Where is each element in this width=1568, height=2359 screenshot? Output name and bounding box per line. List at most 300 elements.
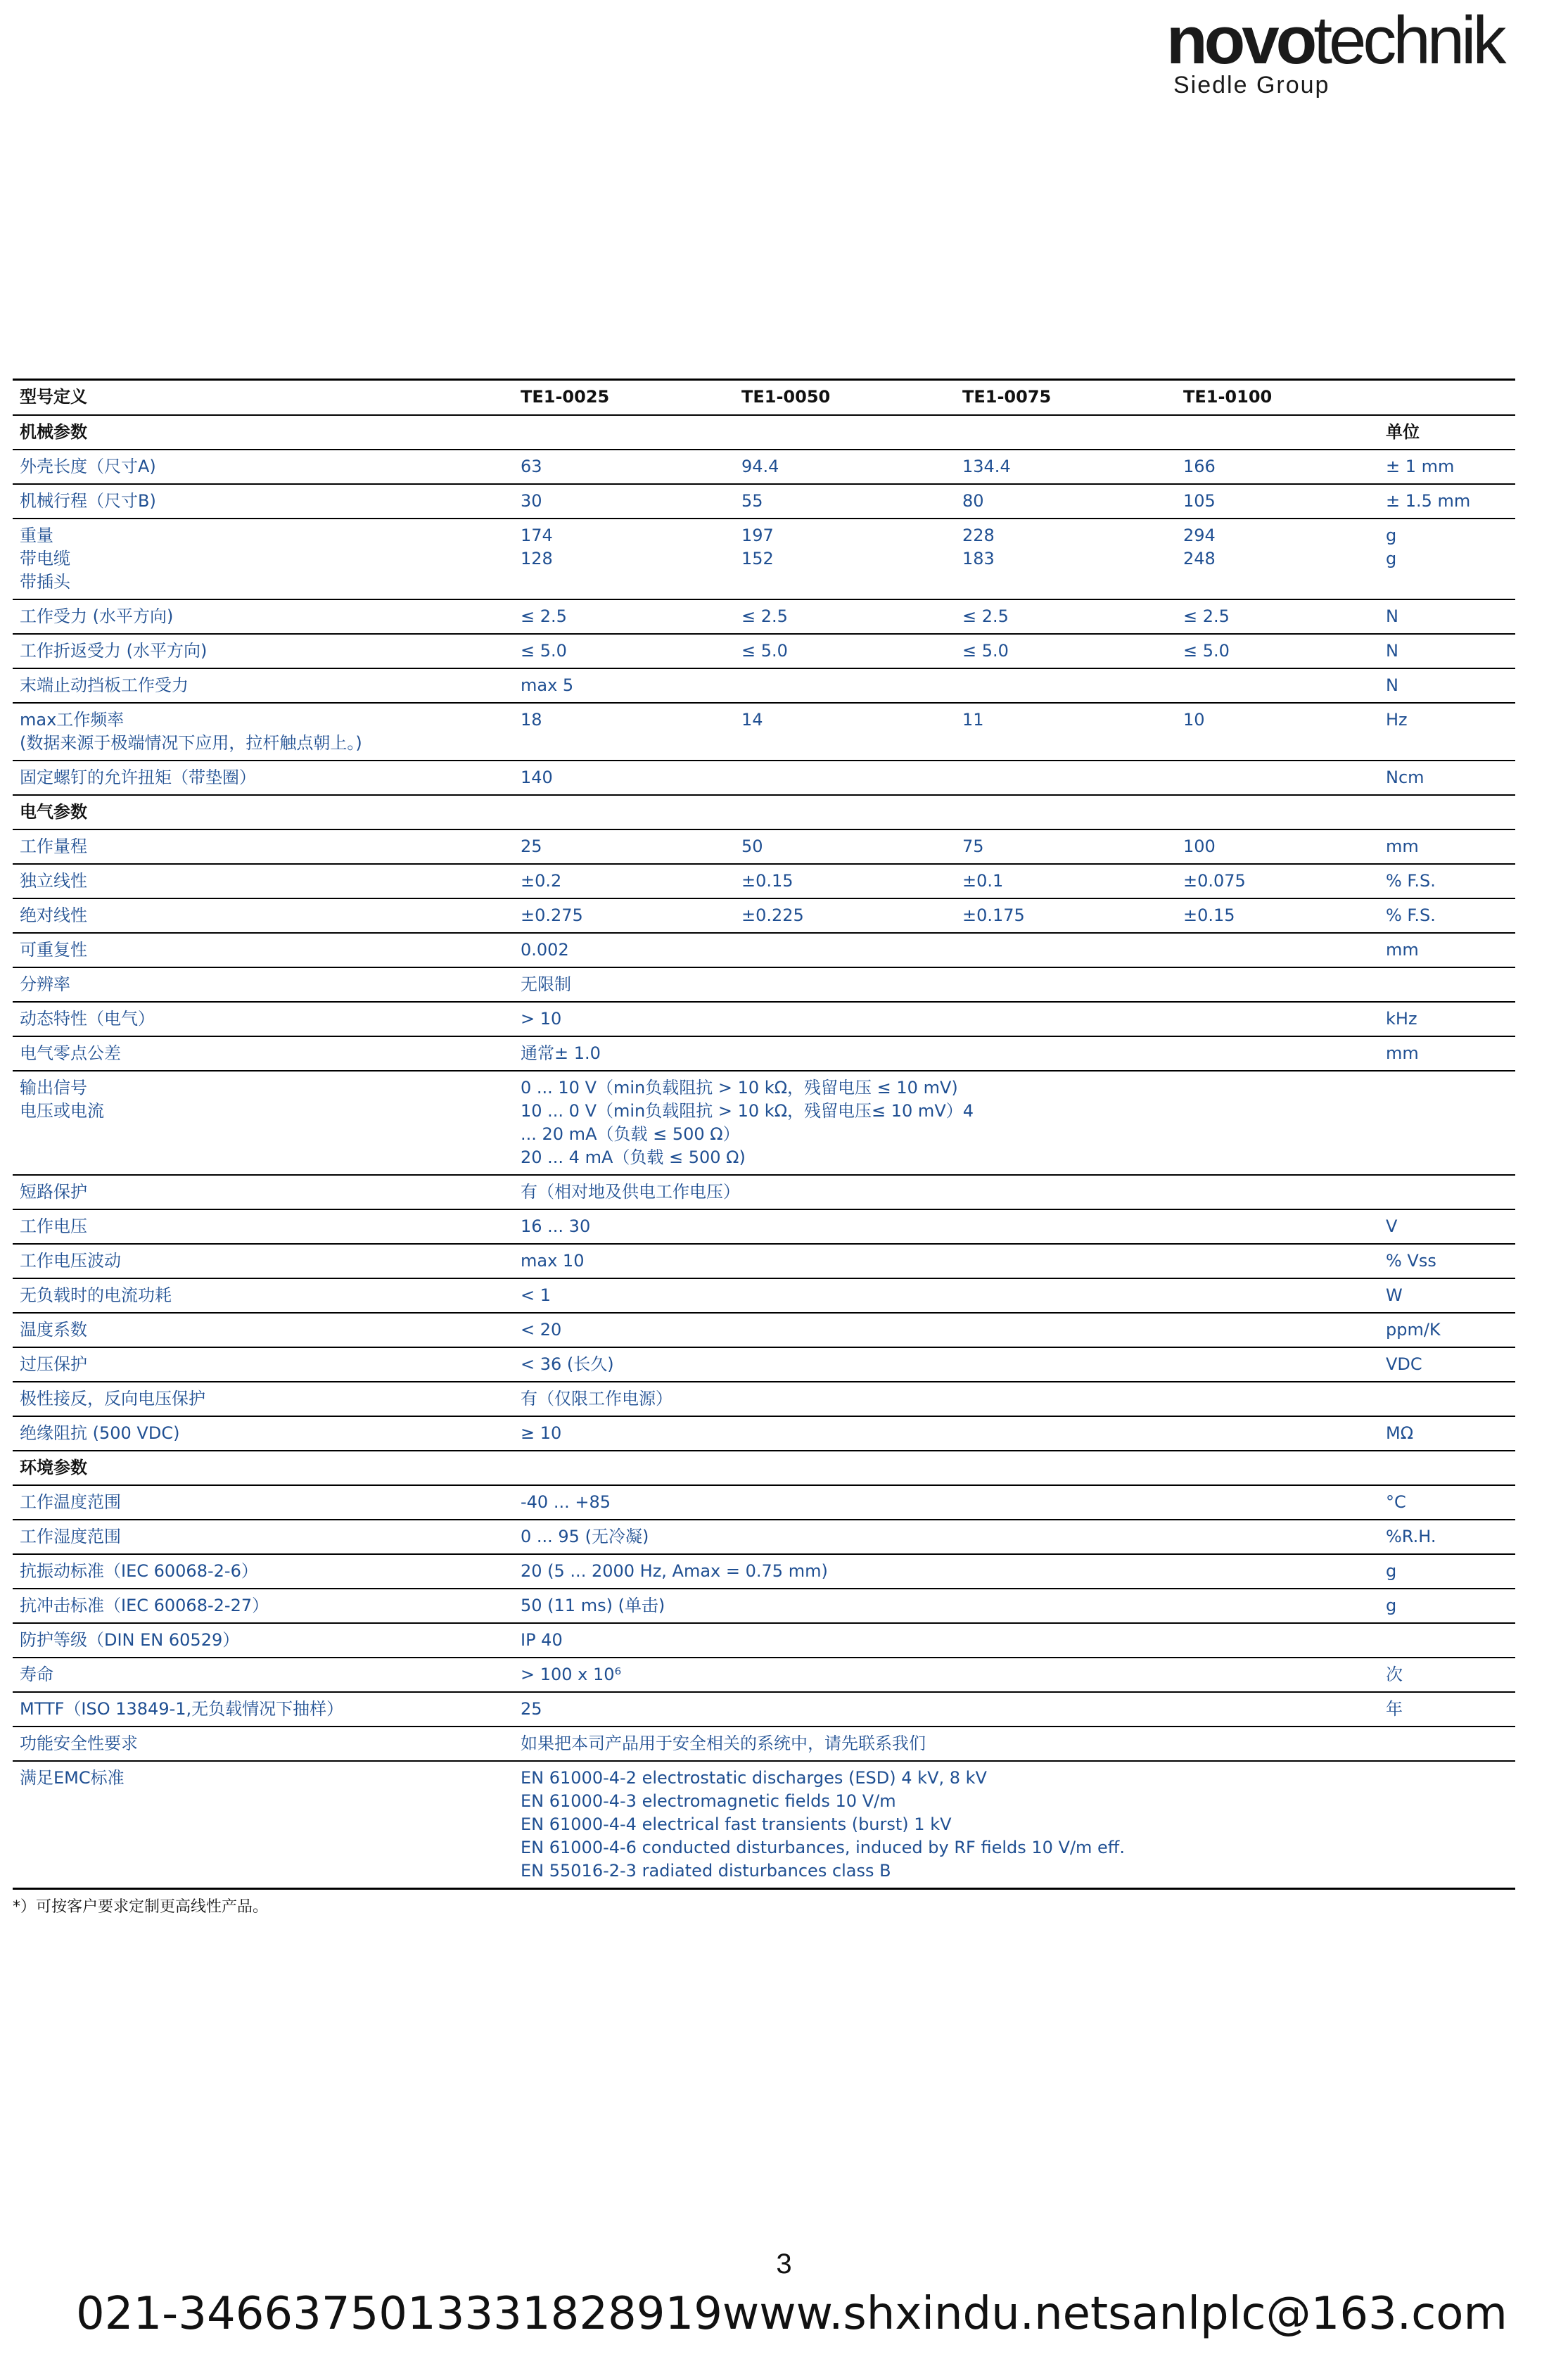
row-value-1-line: 30 [521,491,542,511]
row-value-1-line: 128 [521,549,553,568]
row-label [13,484,514,519]
specification-table [13,379,1515,1890]
row-label-line: 末端止动挡板工作受力 [20,675,189,695]
row-value-2 [734,634,955,668]
row-unit-line: W [1386,1285,1403,1305]
row-value-2 [734,1692,955,1727]
row-value-4 [1176,1175,1379,1209]
row-value-1-line: < 20 [521,1320,562,1340]
row-unit-line: 单位 [1386,422,1420,442]
row-unit [1379,1623,1515,1658]
row-value-4-line: 166 [1183,457,1216,476]
row-value-2 [734,1209,955,1244]
header-label: 型号定义 [13,380,514,416]
row-label-line: 无负载时的电流功耗 [20,1285,172,1305]
row-value-4 [1176,1002,1379,1036]
row-value-3 [955,1727,1176,1761]
row-value-4 [1176,1485,1379,1520]
row-value-1-line: ≤ 2.5 [521,606,567,626]
table-row [13,1278,1515,1313]
table-row [13,1761,1515,1889]
table-row [13,761,1515,795]
row-value-1 [514,898,734,933]
row-value-1 [514,967,734,1002]
row-unit-line: ± 1 mm [1386,457,1455,476]
row-unit-line: kHz [1386,1009,1417,1029]
header-model-4: TE1-0100 [1176,380,1379,416]
row-value-1-line: IP 40 [521,1630,563,1650]
row-unit [1379,1692,1515,1727]
row-label-line: 电气参数 [20,802,87,822]
row-value-4 [1176,634,1379,668]
row-value-4 [1176,1451,1379,1485]
row-value-1-line: 0 ... 10 V（min负载阻抗 > 10 kΩ，残留电压 ≤ 10 mV) [521,1078,958,1098]
row-label [13,450,514,484]
row-unit-line: g [1386,549,1397,568]
row-label-line: 机械行程（尺寸B) [20,491,156,511]
row-label-line: 过压保护 [20,1354,87,1374]
row-value-1-line: 0 ... 95 (无冷凝) [521,1527,649,1546]
row-value-1 [514,415,734,450]
row-value-1-line: 174 [521,526,553,545]
row-label-line: 绝缘阻抗 (500 VDC) [20,1423,180,1443]
row-value-2 [734,1278,955,1313]
row-label-line: 动态特性（电气） [20,1009,155,1029]
row-label-line: 工作量程 [20,837,87,856]
row-value-4 [1176,1313,1379,1347]
row-value-1 [514,1347,734,1382]
row-value-3-line: 228 [962,526,995,545]
row-value-3 [955,1451,1176,1485]
row-value-3-line: 11 [962,710,984,730]
row-value-2 [734,1485,955,1520]
contact-email[interactable]: sanlplc@163.com [1108,2288,1508,2340]
row-value-1-line: > 100 x 10⁶ [521,1665,622,1684]
logo-subtitle: Siedle Group [1173,72,1330,98]
row-label [13,1278,514,1313]
row-unit [1379,1347,1515,1382]
row-value-2 [734,1520,955,1554]
row-value-1-line: ±0.275 [521,905,583,925]
row-value-3 [955,1416,1176,1451]
row-value-1-line: 50 (11 ms) (单击) [521,1596,665,1615]
row-value-1-line: ±0.2 [521,871,562,891]
row-label-line: 电气零点公差 [20,1043,121,1063]
row-value-4-line: 10 [1183,710,1205,730]
row-unit-line: mm [1386,1043,1419,1063]
row-label-line: 环境参数 [20,1458,87,1477]
table-row [13,1002,1515,1036]
novotechnik-logo [1166,3,1532,113]
row-value-4 [1176,1209,1379,1244]
row-value-1-line: 18 [521,710,542,730]
row-value-4 [1176,1727,1379,1761]
table-row [13,1554,1515,1589]
row-unit-line: 次 [1386,1665,1403,1684]
row-unit-line: N [1386,675,1398,695]
row-unit [1379,1589,1515,1623]
row-unit-line: N [1386,641,1398,661]
row-value-2 [734,1451,955,1485]
row-value-4 [1176,519,1379,599]
row-value-2-line: 14 [741,710,763,730]
row-label [13,703,514,761]
table-row [13,1692,1515,1727]
row-unit [1379,1209,1515,1244]
table-row [13,599,1515,634]
table-row [13,1347,1515,1382]
row-unit [1379,415,1515,450]
row-label [13,1692,514,1727]
row-value-1-line: 140 [521,768,553,787]
row-value-2 [734,967,955,1002]
row-label-line: 抗冲击标准（IEC 60068-2-27） [20,1596,269,1615]
row-value-4-line: 100 [1183,837,1216,856]
row-label [13,1313,514,1347]
row-unit-line: g [1386,526,1397,545]
row-value-2 [734,795,955,829]
table-row [13,1416,1515,1451]
row-value-3-line: ±0.1 [962,871,1004,891]
row-value-4 [1176,450,1379,484]
table-row [13,703,1515,761]
row-value-3 [955,1209,1176,1244]
row-value-3 [955,1520,1176,1554]
row-unit-line: VDC [1386,1354,1422,1374]
row-value-1 [514,1451,734,1485]
row-value-3 [955,1382,1176,1416]
row-label [13,1589,514,1623]
row-value-3 [955,1036,1176,1071]
row-value-3 [955,1175,1176,1209]
row-value-1 [514,1313,734,1347]
contact-footer [0,2288,1568,2344]
row-label [13,519,514,599]
row-value-1 [514,1761,1125,1889]
row-label [13,1209,514,1244]
row-label [13,1658,514,1692]
row-value-4 [1176,1623,1379,1658]
row-label [13,829,514,864]
table-row [13,450,1515,484]
row-unit [1379,898,1515,933]
row-label-line: max工作频率 [20,710,125,730]
table-row [13,967,1515,1002]
row-value-2-line: 94.4 [741,457,779,476]
table-row [13,1071,1515,1175]
row-value-1-line: 10 ... 0 V（min负载阻抗 > 10 kΩ，残留电压≤ 10 mV）4 [521,1101,974,1121]
row-label [13,1451,514,1485]
row-unit [1379,864,1515,898]
row-value-4 [1176,1347,1379,1382]
row-value-3 [955,703,1176,761]
row-value-4 [1176,967,1379,1002]
row-value-1 [514,519,734,599]
row-value-3 [955,1347,1176,1382]
row-value-3-line: ≤ 5.0 [962,641,1009,661]
logo-light: technik [1313,3,1503,78]
row-value-1 [514,484,734,519]
table-row [13,1244,1515,1278]
row-value-1 [514,1209,734,1244]
row-value-1 [514,1071,974,1175]
row-unit-line: Hz [1386,710,1408,730]
row-label [13,1623,514,1658]
section-row [13,415,1515,450]
row-value-1 [514,1520,734,1554]
row-label-line: 独立线性 [20,871,87,891]
row-value-2 [734,829,955,864]
row-value-1-line: EN 61000-4-4 electrical fast transients (burst) 1 kV [521,1814,952,1834]
row-value-1 [514,795,734,829]
row-unit [1379,1071,1515,1175]
row-value-3 [955,829,1176,864]
row-value-3 [955,1071,1176,1175]
row-value-1 [514,1485,734,1520]
row-value-2 [734,898,955,933]
row-value-1-line: -40 ... +85 [521,1492,611,1512]
table-row [13,864,1515,898]
row-unit [1379,450,1515,484]
row-value-2-line: 55 [741,491,763,511]
row-value-4-line: 105 [1183,491,1216,511]
row-label [13,1175,514,1209]
row-value-4 [1176,1244,1379,1278]
row-label [13,1382,514,1416]
row-value-1 [514,1727,926,1761]
row-value-1-line: ... 20 mA（负载 ≤ 500 Ω） [521,1124,740,1144]
table-header-row [13,380,1515,416]
row-value-1 [514,1692,734,1727]
row-value-1-line: 20 (5 ... 2000 Hz, Amax = 0.75 mm) [521,1561,828,1581]
row-value-1-line: EN 61000-4-6 conducted disturbances, induced by RF fields 10 V/m eff. [521,1838,1125,1857]
row-value-4 [1176,761,1379,795]
logo-wordmark [1166,3,1532,78]
row-unit-line: mm [1386,940,1419,960]
row-value-3 [955,933,1176,967]
row-value-2 [734,519,955,599]
row-value-4 [1176,415,1379,450]
row-value-1-line: < 1 [521,1285,552,1305]
row-value-1-line: 25 [521,837,542,856]
row-label [13,761,514,795]
row-value-2 [734,933,955,967]
row-value-1 [514,599,734,634]
row-value-3 [955,1761,1176,1889]
row-label-line: 工作电压 [20,1216,87,1236]
row-value-4-line: ±0.075 [1183,871,1246,891]
row-label-line: 电压或电流 [20,1101,104,1121]
header-model-2: TE1-0050 [734,380,955,416]
row-value-3-line: 75 [962,837,984,856]
row-value-4 [1176,1382,1379,1416]
row-value-2-line: ≤ 5.0 [741,641,788,661]
row-label-line: 短路保护 [20,1182,87,1202]
row-value-3 [955,450,1176,484]
row-value-1-line: 0.002 [521,940,569,960]
row-value-2 [734,1002,955,1036]
row-unit [1379,967,1515,1002]
row-label-line: 功能安全性要求 [20,1734,138,1753]
row-value-1 [514,1036,734,1071]
row-unit [1379,599,1515,634]
row-unit [1379,1451,1515,1485]
row-label [13,898,514,933]
row-value-3 [955,599,1176,634]
row-label-line: 满足EMC标准 [20,1768,125,1788]
row-value-4 [1176,599,1379,634]
row-unit [1379,634,1515,668]
row-label-line: 机械参数 [20,422,87,442]
row-unit-line: %R.H. [1386,1527,1436,1546]
table-row [13,668,1515,703]
row-value-3 [955,1623,1176,1658]
row-label [13,1244,514,1278]
row-unit-line: 年 [1386,1699,1403,1719]
row-value-1 [514,1175,740,1209]
row-value-4 [1176,1520,1379,1554]
row-value-1 [514,864,734,898]
row-value-2 [734,450,955,484]
row-value-1-line: < 36 (长久) [521,1354,614,1374]
row-label [13,1761,514,1889]
header-model-3: TE1-0075 [955,380,1176,416]
table-row [13,519,1515,599]
row-value-3 [955,795,1176,829]
row-label [13,933,514,967]
row-label [13,599,514,634]
header-model-1: TE1-0025 [514,380,734,416]
row-label-line: 重量 [20,526,53,545]
row-unit-line: mm [1386,837,1419,856]
table-row [13,484,1515,519]
row-value-3 [955,967,1176,1002]
row-label [13,668,514,703]
row-value-1 [514,1623,734,1658]
footnote: *）可按客户要求定制更高线性产品。 [13,1898,269,1916]
row-value-1-line: EN 61000-4-2 electrostatic discharges (ESD) 4 kV, 8 kV [521,1768,987,1788]
row-label-line: 工作折返受力 (水平方向) [20,641,208,661]
row-label [13,967,514,1002]
row-value-4 [1176,1761,1379,1889]
row-value-1 [514,829,734,864]
row-unit [1379,761,1515,795]
row-value-3-line: ±0.175 [962,905,1025,925]
row-value-4 [1176,795,1379,829]
row-unit [1379,1313,1515,1347]
row-unit [1379,668,1515,703]
row-value-1 [514,634,734,668]
row-unit-line: % Vss [1386,1251,1436,1271]
row-value-4 [1176,668,1379,703]
row-value-2 [734,1313,955,1347]
row-unit [1379,1761,1515,1889]
row-value-3-line: ≤ 2.5 [962,606,1009,626]
row-value-2-line: ±0.15 [741,871,793,891]
row-unit [1379,933,1515,967]
row-value-4 [1176,1658,1379,1692]
section-row [13,795,1515,829]
row-label-line: 绝对线性 [20,905,87,925]
row-value-2 [734,415,955,450]
row-value-4-line: ≤ 2.5 [1183,606,1230,626]
row-label-line: 外壳长度（尺寸A) [20,457,156,476]
row-value-1-line: EN 55016-2-3 radiated disturbances class B [521,1861,891,1881]
row-label [13,1416,514,1451]
row-value-1 [514,1658,734,1692]
contact-website[interactable]: www.shxindu.net [722,2288,1109,2340]
row-value-3 [955,519,1176,599]
section-row [13,1451,1515,1485]
row-value-4 [1176,1036,1379,1071]
row-unit-line: % F.S. [1386,871,1436,891]
row-label-line: 可重复性 [20,940,87,960]
row-value-1 [514,1554,828,1589]
row-label [13,864,514,898]
row-unit-line: N [1386,606,1398,626]
row-value-2 [734,1244,955,1278]
table-row [13,1485,1515,1520]
row-label [13,1485,514,1520]
row-unit [1379,1727,1515,1761]
row-value-1-line: > 10 [521,1009,562,1029]
table-row [13,1623,1515,1658]
row-label-line: 工作受力 (水平方向) [20,606,174,626]
row-unit-line: % F.S. [1386,905,1436,925]
row-value-4 [1176,484,1379,519]
row-label [13,1727,514,1761]
table-row [13,1209,1515,1244]
row-value-1-line: 通常± 1.0 [521,1043,601,1063]
row-value-4 [1176,829,1379,864]
table-row [13,933,1515,967]
row-value-4 [1176,1554,1379,1589]
row-value-2 [734,668,955,703]
row-value-2 [734,1658,955,1692]
row-unit [1379,795,1515,829]
row-value-1-line: EN 61000-4-3 electromagnetic fields 10 V/m [521,1791,896,1811]
row-value-3 [955,1278,1176,1313]
row-value-3 [955,1313,1176,1347]
row-value-1 [514,1002,734,1036]
row-value-1 [514,1589,734,1623]
row-unit [1379,1520,1515,1554]
row-label-line: 分辨率 [20,974,70,994]
row-unit [1379,484,1515,519]
row-value-1 [514,1382,734,1416]
row-value-4-line: 294 [1183,526,1216,545]
row-value-2 [734,1175,955,1209]
row-value-1-line: 16 ... 30 [521,1216,591,1236]
row-label-line: 输出信号 [20,1078,87,1098]
row-unit [1379,1002,1515,1036]
row-value-1 [514,668,734,703]
row-unit-line: °C [1386,1492,1406,1512]
row-value-1 [514,1416,734,1451]
table-row [13,1727,1515,1761]
row-unit-line: MΩ [1386,1423,1414,1443]
row-value-3 [955,1658,1176,1692]
row-value-1-line: 20 ... 4 mA（负载 ≤ 500 Ω) [521,1147,746,1167]
row-value-2-line: ±0.225 [741,905,804,925]
row-value-1 [514,703,734,761]
row-value-2 [734,599,955,634]
row-label-line: 温度系数 [20,1320,87,1340]
row-value-2 [734,1347,955,1382]
table-row [13,1658,1515,1692]
row-unit-line: g [1386,1561,1397,1581]
row-value-2-line: 197 [741,526,774,545]
